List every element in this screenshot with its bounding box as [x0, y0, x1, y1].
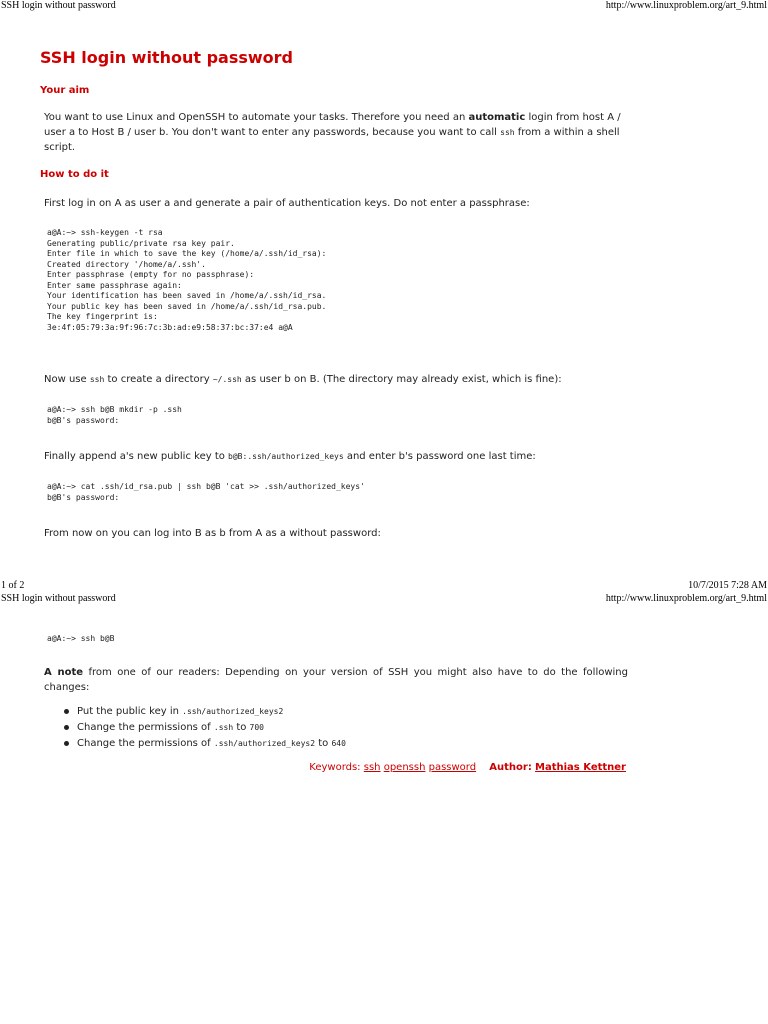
list-item: Change the permissions of .ssh to 700	[62, 720, 346, 736]
author-link[interactable]: Mathias Kettner	[535, 762, 626, 773]
keywords-line	[309, 762, 626, 773]
automatic-bold: automatic	[468, 112, 526, 123]
step4-text: From now on you can log into B as b from A as a without password:	[44, 528, 381, 539]
aim-heading: Your aim	[40, 85, 90, 96]
print-footer-page: 1 of 2	[1, 580, 25, 591]
print-header-page2	[0, 593, 768, 607]
inline-code-700: 700	[249, 723, 264, 732]
inline-code-authorized-keys2: .ssh/authorized_keys2	[182, 707, 284, 716]
keyword-link-openssh[interactable]: openssh	[383, 762, 426, 773]
code-block-mkdir: a@A:~> ssh b@B mkdir -p .ssh b@B's password:	[47, 405, 182, 425]
inline-code-ssh: ssh	[89, 375, 105, 384]
inline-code-ssh-dir: ~/.ssh	[212, 375, 242, 384]
list-item: Put the public key in .ssh/authorized_keys2	[62, 704, 346, 720]
list-item: Change the permissions of .ssh/authorized_keys2 to 640	[62, 736, 346, 752]
inline-code-authorized-keys: b@B:.ssh/authorized_keys	[228, 452, 344, 461]
keyword-link-ssh[interactable]: ssh	[363, 762, 381, 773]
inline-code-640: 640	[331, 739, 346, 748]
code-block-keygen: a@A:~> ssh-keygen -t rsa Generating public/private rsa key pair. Enter file in which to save the key (/home/a/.ssh/id_rsa): Created directory '/home/a/.ssh'. Enter passphrase (empty for no passphrase): Enter same passphrase again: Your identification has been saved in /home/a/.ssh/id_rsa. Your public key has been saved in /home/a/.ssh/id_rsa.pub. The key fingerprint is: 3e:4f:05:79:3a:9f:96:7c:3b:ad:e9:58:37:bc:37:e4 a@A	[47, 228, 327, 332]
print-header-title: SSH login without password	[1, 0, 116, 11]
inline-code-ssh-dir: .ssh	[213, 723, 234, 732]
inline-code-authorized-keys2: .ssh/authorized_keys2	[213, 739, 316, 748]
print-footer-page1	[0, 580, 768, 594]
howto-heading: How to do it	[40, 169, 109, 180]
inline-code-ssh: ssh	[500, 128, 515, 137]
code-block-cat: a@A:~> cat .ssh/id_rsa.pub | ssh b@B 'cat >> .ssh/authorized_keys' b@B's password:	[47, 482, 365, 502]
keywords-label: Keywords:	[309, 762, 361, 773]
note-bold: A note	[44, 667, 84, 678]
changes-list	[62, 704, 346, 752]
step2-text: Now use ssh to create a directory ~/.ssh as user b on B. (The directory may already exist, which is fine):	[44, 374, 562, 385]
code-block-ssh-login: a@A:~> ssh b@B	[47, 634, 115, 643]
author-label: Author:	[489, 762, 532, 773]
print-header-page1	[0, 0, 768, 14]
keyword-link-password[interactable]: password	[428, 762, 477, 773]
print-header-title: SSH login without password	[1, 593, 116, 604]
page-title: SSH login without password	[40, 48, 293, 67]
print-footer-datetime: 10/7/2015 7:28 AM	[688, 580, 767, 591]
aim-paragraph: You want to use Linux and OpenSSH to automate your tasks. Therefore you need an automatic login from host A / user a to Host B / user b. You don't want to enter any passwords, because you want to call ssh from a within a shell script.	[44, 112, 621, 153]
print-header-url: http://www.linuxproblem.org/art_9.html	[605, 0, 767, 11]
step3-text: Finally append a's new public key to b@B:.ssh/authorized_keys and enter b's password one last time:	[44, 451, 536, 462]
note-paragraph: A note from one of our readers: Depending on your version of SSH you might also have to do the following changes:	[44, 667, 628, 693]
print-header-url: http://www.linuxproblem.org/art_9.html	[605, 593, 767, 604]
step1-text: First log in on A as user a and generate a pair of authentication keys. Do not enter a passphrase:	[44, 198, 530, 209]
